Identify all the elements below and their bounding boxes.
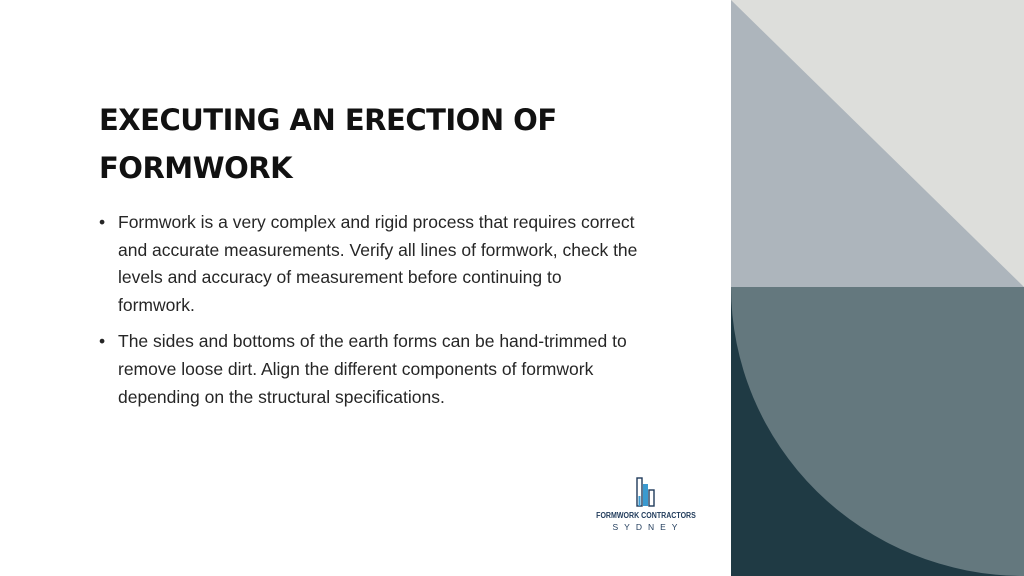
bullet-text: The sides and bottoms of the earth forms can be hand-trimmed to remove loose dirt. Align the different components of formwork depending on the structural specifications. xyxy=(118,331,627,407)
bullet-list xyxy=(99,209,639,420)
building-icon xyxy=(583,470,709,510)
slide-title: EXECUTING AN ERECTION OF FORMWORK xyxy=(99,103,557,185)
bullet-marker: • xyxy=(99,331,106,352)
company-logo xyxy=(583,470,709,542)
logo-name: FORMWORK CONTRACTORS xyxy=(596,510,696,520)
bullet-item xyxy=(99,209,639,319)
logo-city: SYDNEY xyxy=(612,522,684,532)
decorative-geometric-panel xyxy=(731,0,1024,576)
bullet-text: Formwork is a very complex and rigid process that requires correct and accurate measurements. Verify all lines of formwork, check the levels and accuracy of measurement before continuing to formwork. xyxy=(118,212,638,315)
bullet-item xyxy=(99,328,639,411)
bullet-marker: • xyxy=(99,212,106,232)
